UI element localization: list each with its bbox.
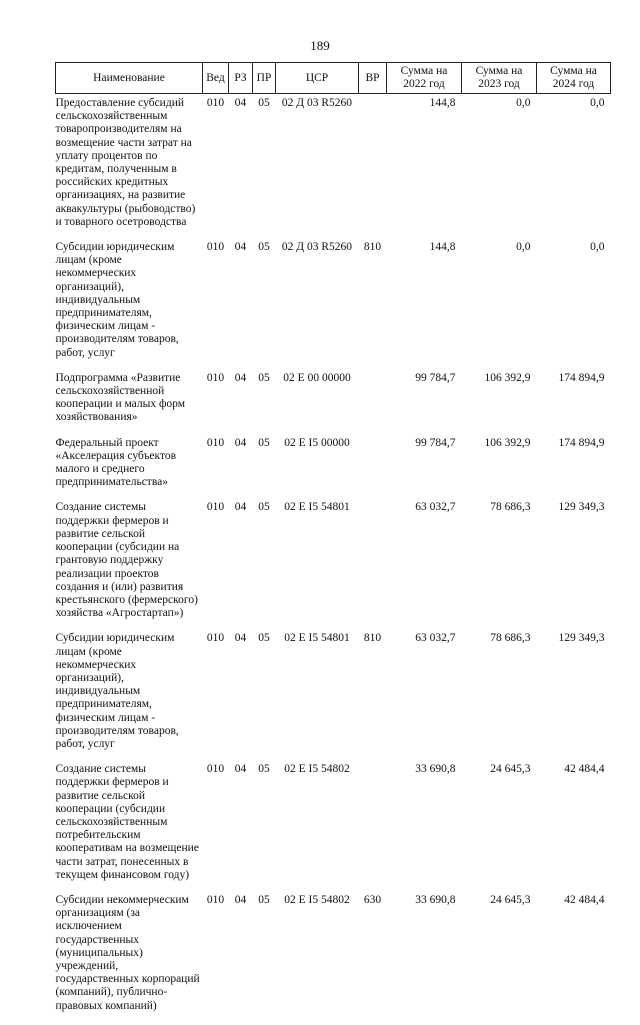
table-cell-pr: 05 (258, 501, 270, 514)
table-cell-vr: 630 (363, 893, 382, 906)
table-cell-name: Субсидии юридическим лицам (кроме некоммерческих организаций), индивидуальным предпринимателям, физическим лицам - производителям товаров, работ, услуг (55, 632, 179, 750)
table-cell-name: Создание системы поддержки фермеров и развитие сельской кооперации (субсидии сельскохозяйственным потребительским кооперативам на возмещение части затрат, понесенных в текущем финансовом году) (55, 763, 199, 881)
table-cell-ved: 010 (206, 763, 225, 776)
table-cell-csr: 02 Е I5 00000 (284, 436, 350, 449)
table-cell-sum-2022: 144,8 (429, 241, 456, 254)
table-cell-ved: 010 (206, 97, 225, 109)
table-cell-sum-2024: 174 894,9 (558, 436, 605, 449)
table-cell-sum-2024: 129 349,3 (558, 501, 605, 514)
header-sum-2022: Сумма на 2022 год (387, 63, 462, 94)
table-cell-rz: 04 (234, 632, 247, 645)
table-cell-ved: 010 (206, 893, 225, 906)
table-cell-sum-2023: 78 686,3 (490, 501, 531, 514)
table-cell-ved: 010 (206, 241, 225, 254)
table-cell-pr: 05 (258, 241, 270, 254)
header-name: Наименование (56, 63, 203, 94)
table-cell-sum-2023: 0,0 (516, 241, 531, 254)
table-cell-vr: 810 (363, 241, 382, 254)
table-cell-sum-2023: 78 686,3 (490, 632, 531, 645)
table-cell-pr: 05 (258, 893, 270, 906)
header-ved: Вед (203, 63, 229, 94)
table-row (56, 632, 611, 763)
table-header-row (56, 63, 611, 94)
header-sum-2023: Сумма на 2023 год (462, 63, 537, 94)
table-cell-sum-2022: 99 784,7 (415, 371, 456, 384)
table-cell-sum-2024: 129 349,3 (558, 632, 605, 645)
table-cell-rz: 04 (234, 893, 247, 906)
table-cell-sum-2023: 24 645,3 (490, 893, 531, 906)
table-cell-sum-2022: 63 032,7 (415, 632, 456, 645)
table-row (56, 437, 611, 502)
table-cell-sum-2023: 0,0 (516, 97, 531, 109)
table-row (56, 501, 611, 632)
table-cell-ved: 010 (206, 501, 225, 514)
table-cell-csr: 02 Д 03 R5260 (281, 241, 353, 254)
table-cell-sum-2023: 24 645,3 (490, 763, 531, 776)
table-cell-ved: 010 (206, 371, 225, 384)
table-cell-pr: 05 (258, 97, 270, 109)
table-cell-name: Субсидии некоммерческим организациям (за исключением государственных (муниципальных) учреждений, государственных корпораций (компаний), публично-правовых компаний) (55, 893, 200, 1012)
table-cell-vr: 810 (363, 632, 382, 645)
table-row (56, 94, 611, 242)
table-cell-csr: 02 Д 03 R5260 (281, 97, 353, 109)
table-cell-csr: 02 Е I5 54801 (284, 501, 350, 514)
table-cell-sum-2024: 174 894,9 (558, 371, 605, 384)
table-cell-sum-2023: 106 392,9 (484, 371, 531, 384)
table-cell-pr: 05 (258, 436, 270, 449)
table-cell-sum-2022: 99 784,7 (415, 436, 456, 449)
table-row (56, 241, 611, 372)
table-cell-sum-2023: 106 392,9 (484, 436, 531, 449)
table-cell-vr (359, 437, 387, 502)
table-cell-sum-2024: 42 484,4 (564, 893, 605, 906)
table-cell-name: Федеральный проект «Акселерация субъектов малого и среднего предпринимательства» (55, 436, 177, 489)
table-cell-pr: 05 (258, 632, 270, 645)
table-cell-name: Предоставление субсидий сельскохозяйственным товаропроизводителям на возмещение части затрат на уплату процентов по кредитам, полученным в российских кредитных организациях, на развитие аквакультуры (рыбоводство) и товарного осетроводства (55, 97, 196, 228)
header-csr: ЦСР (276, 63, 359, 94)
table-cell-name: Создание системы поддержки фермеров и развитие сельской кооперации (субсидии на грантовую поддержку реализации проектов создания и (или) развития крестьянского (фермерского) хозяйства «Агростартап») (55, 501, 198, 620)
table-cell-vr (359, 763, 387, 894)
header-rz: РЗ (229, 63, 253, 94)
table-cell-sum-2024: 0,0 (590, 241, 605, 254)
table-cell-sum-2022: 144,8 (429, 97, 456, 109)
table-cell-vr (359, 501, 387, 632)
table-cell-pr: 05 (258, 763, 270, 776)
table-cell-csr: 02 Е I5 54801 (284, 632, 350, 645)
table-cell-csr: 02 Е I5 54802 (284, 763, 350, 776)
table-cell-vr (359, 372, 387, 437)
table-cell-vr (359, 94, 387, 242)
table-cell-csr: 02 Е 00 00000 (283, 371, 351, 384)
header-pr: ПР (253, 63, 276, 94)
table-cell-rz: 04 (234, 763, 247, 776)
table-cell-name: Субсидии юридическим лицам (кроме некоммерческих организаций), индивидуальным предпринимателям, физическим лицам - производителям товаров, работ, услуг (55, 241, 179, 359)
table-cell-rz: 04 (234, 241, 247, 254)
table-cell-sum-2022: 63 032,7 (415, 501, 456, 514)
budget-table (55, 62, 611, 1025)
table-cell-rz: 04 (234, 97, 247, 109)
table-cell-ved: 010 (206, 436, 225, 449)
table-row (56, 763, 611, 894)
table-cell-sum-2022: 33 690,8 (415, 893, 456, 906)
table-cell-rz: 04 (234, 501, 247, 514)
table-cell-ved: 010 (206, 632, 225, 645)
table-cell-pr: 05 (258, 371, 270, 384)
table-cell-sum-2024: 42 484,4 (564, 763, 605, 776)
table-cell-rz: 04 (234, 371, 247, 384)
header-vr: ВР (359, 63, 387, 94)
table-row (56, 894, 611, 1025)
table-cell-sum-2022: 33 690,8 (415, 763, 456, 776)
table-cell-sum-2024: 0,0 (590, 97, 605, 109)
header-sum-2024: Сумма на 2024 год (537, 63, 611, 94)
table-row (56, 372, 611, 437)
table-cell-csr: 02 Е I5 54802 (284, 893, 350, 906)
table-cell-name: Подпрограмма «Развитие сельскохозяйственной кооперации и малых форм хозяйствования» (55, 371, 186, 424)
page-number: 189 (310, 38, 330, 53)
table-cell-rz: 04 (234, 436, 247, 449)
